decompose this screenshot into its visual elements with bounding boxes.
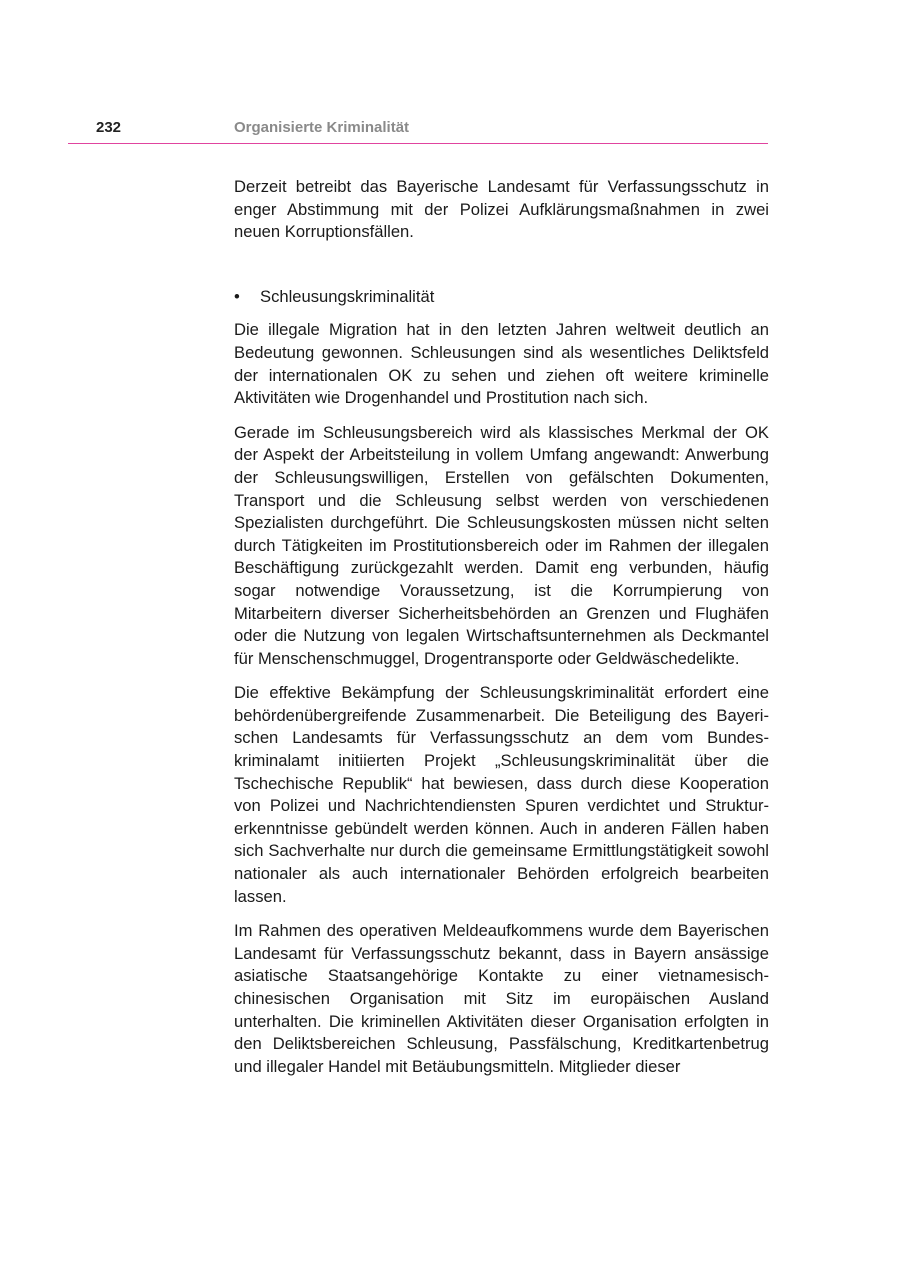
page-header — [68, 117, 768, 144]
intro-paragraph: Derzeit betreibt das Bayerische Landesamt für Verfassungsschutz in enger Abstimmung mit der Polizei Aufklärungsmaßnahmen in zwei neuen Korruptionsfällen. — [234, 177, 769, 242]
paragraph: Im Rahmen des operativen Meldeaufkommens wurde dem Bayerischen Landesamt für Verfassungsschutz bekannt, dass in Bayern ansässige asiatische Staatsangehörige Kontakte zu einer vietnamesisch-chinesischen Organisation mit Sitz im europäischen Ausland unterhalten. Die kriminellen Aktivitäten dieser Organisation erfolgten in den Deliktsbereichen Schleusung, Passfälschung, Kreditkartenbetrug und illegaler Handel mit Betäubungsmitteln. Mitglieder dieser — [234, 921, 769, 1076]
body-text — [234, 176, 769, 1090]
section-heading — [234, 286, 769, 309]
page-number: 232 — [96, 119, 122, 136]
bullet-icon: • — [234, 286, 240, 306]
section-heading-text: Schleusungskriminalität — [260, 286, 435, 306]
paragraph: Die effektive Bekämpfung der Schleusungskriminalität erfordert eine behördenübergreifende Zusammenarbeit. Die Beteiligung des Bayerischen Landesamts für Verfassungsschutz an dem vom Bundeskriminalamt initiierten Projekt „Schleusungskriminalität über die Tschechische Republik“ hat bewiesen, dass durch diese Kooperation von Polizei und Nachrichtendiensten Spuren verdichtet und Strukturerkenntnisse gebündelt werden können. Auch in anderen Fällen haben sich Sachverhalte nur durch die gemeinsame Ermittlungstätigkeit sowohl nationaler als auch internationaler Behörden erfolgreich bearbeiten lassen. — [234, 683, 769, 906]
paragraph: Die illegale Migration hat in den letzten Jahren weltweit deutlich an Bedeutung gewonnen. Schleusungen sind als wesentliches Deliktsfeld der internationalen OK zu sehen und ziehen oft weitere kriminelle Aktivitäten wie Drogenhandel und Prostitution nach sich. — [234, 320, 769, 408]
running-title: Organisierte Kriminalität — [234, 119, 410, 136]
paragraph: Gerade im Schleusungsbereich wird als klassisches Merkmal der OK der Aspekt der Arbeitsteilung in vollem Umfang angewandt: Anwerbung der Schleusungswilligen, Erstellen von gefälschten Dokumenten, Transport und die Schleusung selbst werden von verschiedenen Spezialisten durchgeführt. Die Schleusungskosten müssen nicht selten durch Tätigkeiten im Prostitutionsbereich oder im Rahmen der illegalen Beschäftigung zurückgezahlt werden. Damit eng verbunden, häufig sogar notwendige Voraussetzung, ist die Korrumpierung von Mitarbeitern diverser Sicherheitsbehörden an Grenzen und Flughäfen oder die Nutzung von legalen Wirtschaftsunternehmen als Deckmantel für Menschenschmuggel, Drogentransporte oder Geldwäschedelikte. — [234, 422, 769, 668]
